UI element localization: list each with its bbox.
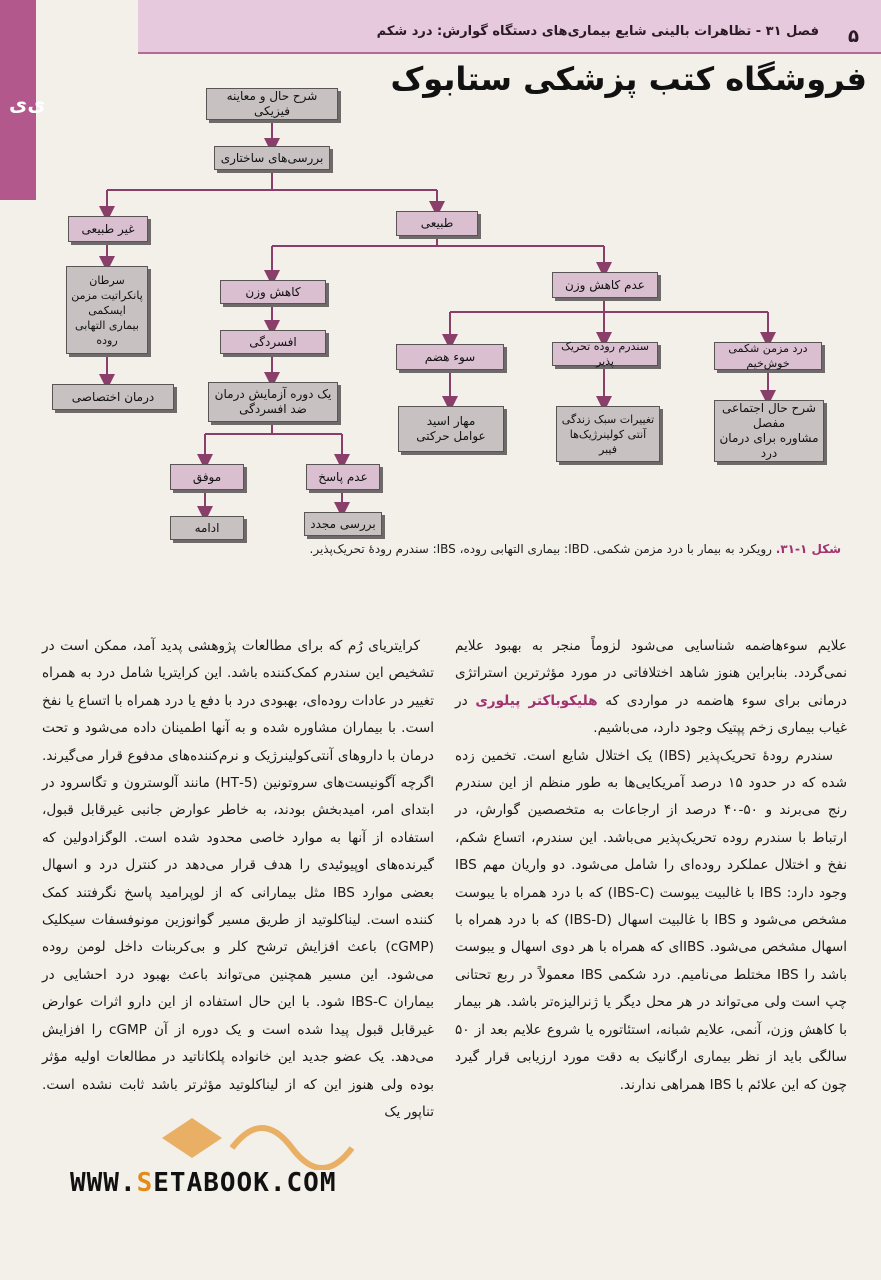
highlight-term: هلیکوباکتر پیلوری bbox=[475, 692, 598, 709]
text-span: علایم سوءهاضمه شناسایی می‌شود لزوماً منجر به بهبود علایم نمی‌گردد. بنابراین هنوز شاهد اختلافاتی در مورد مؤثرترین استراتژی درمانی برای سوء هاضمه در مواردی که bbox=[455, 638, 847, 709]
caption-text: رویکرد به بیمار با درد مزمن شکمی. IBD: بیماری التهابی روده، IBS: سندرم رودهٔ تحریک‌پذیر. bbox=[309, 542, 776, 556]
node-dyspepsia-treatment: مهار اسید عوامل حرکتی bbox=[398, 406, 504, 452]
node-specific-treatment: درمان اختصاصی bbox=[52, 384, 174, 410]
node-abnormal: غیر طبیعی bbox=[68, 216, 148, 242]
store-watermark: فروشگاه کتب پزشکی ستابوک bbox=[390, 60, 867, 98]
node-success: موفق bbox=[170, 464, 244, 490]
node-no-response: عدم پاسخ bbox=[306, 464, 380, 490]
paragraph-ibs: سندرم رودهٔ تحریک‌پذیر (IBS) یک اختلال شایع است. تخمین زده شده که در حدود ۱۵ درصد آمریکایی‌ها به طور منظم از این سندرم رنج می‌برند و ۵۰-۴۰ درصد از ارجاعات به متخصصین گوارش، در ارتباط با سندرم روده تحریک‌پذیر می‌باشد. این سندرم، اتساع شکم، نفخ و اختلال عملکرد روده‌ای را شامل می‌شود. دو واریان مهم IBS وجود دارد: IBS با غالبیت یبوست (IBS-C) که با درد همراه با یبوست مشخص می‌شود و IBS با غالبیت اسهال (IBS-D) که با درد همراه با اسهال مشخص می‌شود. IBSای که همراه با هر دوی اسهال و یبوست باشد را IBS مختلط می‌نامیم. درد شکمی IBS معمولاً در ربع تحتانی چپ است ولی می‌تواند در هر محل دیگر یا ژنرالیزه‌تر باشد. هر بیمار با کاهش وزن، آنمی، علایم شبانه، استئاتوره یا شروع علایم بعد از ۵۰ سالگی باید از نظر بیماری ارگانیک به دقت مورد ارزیابی قرار گیرد چون که این علائم با IBS همراهی ندارند. bbox=[455, 747, 848, 1093]
figure-label: شکل ۱-۳۱. bbox=[775, 542, 841, 556]
node-history-exam: شرح حال و معاینه فیزیکی bbox=[206, 88, 338, 120]
node-depression: افسردگی bbox=[220, 330, 326, 354]
node-dyspepsia: سوء هضم bbox=[396, 344, 504, 370]
paragraph-dyspepsia bbox=[455, 633, 847, 743]
url-suffix: ETABOOK.COM bbox=[153, 1168, 337, 1198]
body-column-right bbox=[455, 633, 847, 1099]
node-reassess: بررسی مجدد bbox=[304, 512, 382, 536]
text-span: در غیاب بیماری زخم پپتیک وجود دارد، می‌باشیم. bbox=[455, 692, 847, 737]
node-ibs: سندرم روده تحریک پذیر bbox=[552, 342, 658, 366]
url-brand-letter: S bbox=[136, 1168, 154, 1198]
setabook-logo-watermark bbox=[152, 1098, 398, 1170]
node-antidepressant-trial: یک دوره آزمایش درمان ضد افسردگی bbox=[208, 382, 338, 422]
node-ibs-treatment: تغییرات سبک زندگی آنتی کولینرژیک‌ها فیبر bbox=[556, 406, 660, 462]
side-tab-label: ی‌ی bbox=[9, 92, 46, 116]
node-benign-chronic-pain: درد مزمن شکمی خوش‌خیم bbox=[714, 342, 822, 370]
flowchart bbox=[0, 0, 881, 560]
url-prefix: WWW. bbox=[70, 1168, 137, 1198]
website-watermark bbox=[70, 1168, 336, 1198]
chapter-title: فصل ۳۱ - تظاهرات بالینی شایع بیماری‌های دستگاه گوارش: درد شکم bbox=[376, 24, 819, 39]
node-continue: ادامه bbox=[170, 516, 244, 540]
body-column-left bbox=[42, 633, 434, 1126]
node-structural-evaluation: بررسی‌های ساختاری bbox=[214, 146, 330, 170]
page-number: ۵ bbox=[848, 26, 859, 47]
paragraph-rome-criteria: کرایتریای رُم که برای مطالعات پژوهشی پدید آمد، ممکن است در تشخیص این سندرم کمک‌کننده باشد. این کرایتریا شامل درد به همراه تغییر در عادات روده‌ای، بهبودی درد با دفع یا درد همراه با اتساع یا نفخ است. با بیماران مشاوره شده و به آنها اطمینان داده می‌شود و تحت درمان با داروهای آنتی‌کولینرژیک و نرم‌کننده‌های مدفوع قرار می‌گیرند. اگرچه آگونیست‌های سروتونین (5-HT) مانند آلوسترون و تگاسرود در ابتدای امر، امیدبخش بودند، به خاطر عوارض جانبی غیرقابل قبول، استفاده از آنها به موارد خاصی محدود شده است. الوگزادولین که گیرنده‌های اوپیوئیدی را هدف قرار می‌دهد در کنترل درد و اسهال بعضی موارد IBS مثل بیمارانی که از لوپرامید پاسخ نگرفتند کمک کننده است. لیناکلوتید از طریق مسیر گوانوزین مونوفسفات سیکلیک (cGMP) باعث افزایش ترشح کلر و بی‌کربنات داخل لومن روده می‌شود. این مسیر همچنین می‌تواند باعث بهبود درد احشایی در بیماران IBS-C شود. با این حال استفاده از این دارو اثرات عوارض غیرقابل قبول پیدا شده است و یک دوره از آن cGMP را افزایش می‌دهد. یک عضو جدید این خانواده پلکاناتید در مطالعات اولیه مؤثر بوده ولی هنوز این که از لیناکلوتید مؤثرتر باشد ثابت نشده است. تناپور یک bbox=[42, 638, 434, 1120]
node-normal: طبیعی bbox=[396, 211, 478, 236]
node-no-weight-loss: عدم کاهش وزن bbox=[552, 272, 658, 298]
node-weight-loss: کاهش وزن bbox=[220, 280, 326, 304]
node-benign-treatment: شرح حال اجتماعی مفصل مشاوره برای درمان درد bbox=[714, 400, 824, 462]
node-abnormal-causes: سرطان پانکراتیت مزمن ایسکمی بیماری التهابی روده bbox=[66, 266, 148, 354]
figure-caption bbox=[41, 542, 841, 556]
